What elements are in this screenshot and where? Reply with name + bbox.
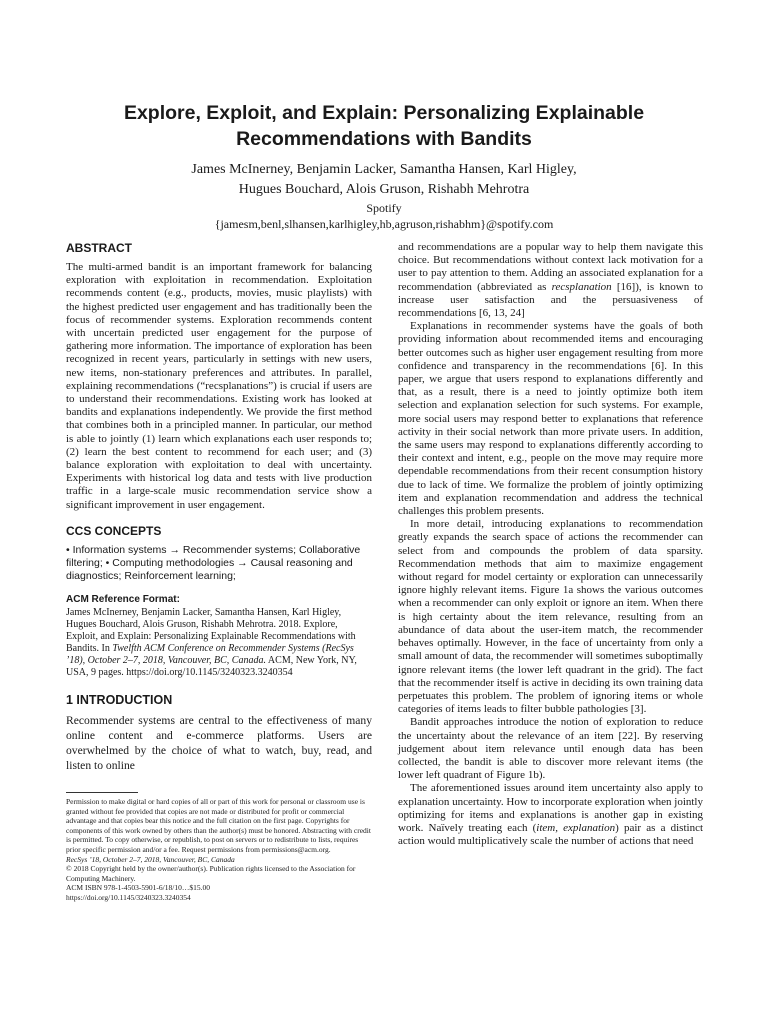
- paper-title: [40, 100, 728, 152]
- footnote-venue-text: RecSys ’18, October 2–7, 2018, Vancouver, BC, Canada: [66, 854, 235, 864]
- footnote-doi: https://doi.org/10.1145/3240323.3240354: [66, 892, 191, 902]
- title-line-1: Explore, Exploit, and Explain: Personalizing Explainable: [123, 102, 645, 124]
- authors-line-1: James McInerney, Benjamin Lacker, Samantha Hansen, Karl Higley,: [191, 162, 577, 177]
- authors-line-2: Hugues Bouchard, Alois Gruson, Rishabh Mehrotra: [238, 182, 530, 197]
- footnote-copyright: © 2018 Copyright held by the owner/author(s). Publication rights licensed to the Association for Computing Machinery.: [66, 864, 356, 883]
- introduction-heading: 1 INTRODUCTION: [66, 693, 173, 708]
- author-emails: {jamesm,benl,slhansen,karlhigley,hb,agruson,rishabhm}@spotify.com: [214, 217, 554, 231]
- acm-reference-authors: James McInerney, Benjamin Lacker, Samantha Hansen, Karl Higley, Hugues Bouchard, Alois Gruson, Rishabh Mehrotra. 2018. Explore, Exploit, and Explain: Personalizing Explainable Recommendations with Bandits. In: [66, 607, 356, 655]
- ccs-heading: CCS CONCEPTS: [66, 523, 162, 538]
- affiliation: Spotify: [366, 201, 402, 215]
- acm-reference-heading: ACM Reference Format:: [66, 593, 180, 605]
- permission-text: Permission to make digital or hard copies of all or part of this work for personal or classroom use is granted without fee provided that copies are not made or distributed for profit or commercial advantage and that copies bear this notice and the full citation on the first page. Copyrights for components of this work owned by others than the author(s) must be honored. Abstracting with credit is permitted. To copy otherwise, or republish, to post on servers or to redistribute to lists, requires prior specific permission and/or a fee. Request permissions from permissions@acm.org.: [66, 797, 371, 854]
- abstract-text: The multi-armed bandit is an important framework for balancing exploration with exploitation in recommendation. Exploitation recommends content (e.g., products, movies, music playlists) with the highest predicted user engagement and has traditionally been the focus of recommender systems. Exploration recommends content with uncertain predicted user engagement for the purpose of gathering more information. The importance of exploration has been recognized in recent years, particularly in settings with new users, new items, non-stationary preferences and attributes. In parallel, explaining recommendations (“recsplanations”) is crucial if users are to understand their recommendations. Existing work has looked at bandits and explanations independently. We provide the first method that combines both in a principled manner. In particular, our method is able to jointly (1) learn which explanations each user responds to; (2) learn the best content to recommend for each user; and (3) balance exploration with exploitation to deal with uncertainty. Experiments with historical log data and tests with live production traffic in a large-scale music recommendation service show a significant improvement in user engagement.: [66, 261, 372, 511]
- footnote-venue: [66, 855, 372, 865]
- item-explanation-term: item, explanation: [536, 821, 616, 834]
- recsplanation-term: recsplanation: [551, 280, 612, 293]
- introduction-paragraph-5: [398, 782, 703, 848]
- abstract-heading: ABSTRACT: [66, 241, 132, 255]
- intro-p1-part-a: and recommendations are a popular way to help them navigate this choice. But recommendations without context lack motivation for a user to pay attention to them. Adding an associated explanation for a recommendation (abbreviated as: [398, 241, 703, 293]
- left-column: [66, 241, 372, 773]
- introduction-paragraph-2: Explanations in recommender systems have the goals of both providing information about recommended items and encouraging better outcomes such as higher user engagement resulting from more confidence and transparency in the recommendations [6]. In this paper, we argue that users respond to explanations differently and that, as a result, there is a need to jointly optimize both item selection and explanation selection for such systems. For example, more social users may respond better to explanations that reference activity in their social network than more private users. In addition, the same users may respond to explanations differently according to their context and intent, e.g., people on the move may require more dependable recommendations from their recent consumption history due to lack of time. We formalize the problem of jointly optimizing item and explanation recommendation and address the technical challenges this problem presents.: [398, 320, 703, 518]
- intro-p5-part-b: ) pair as a distinct action would multiplicatively scale the number of actions that need: [398, 821, 704, 848]
- footnote-isbn: ACM ISBN 978-1-4503-5901-6/18/10…$15.00: [66, 883, 210, 893]
- introduction-paragraph-continued: [398, 241, 703, 320]
- title-line-2: Recommendations with Bandits: [236, 128, 532, 150]
- right-column: [398, 241, 703, 848]
- acm-reference-text: [66, 607, 372, 679]
- permission-footnote: [66, 797, 372, 903]
- acm-reference-venue: Twelfth ACM Conference on Recommender Systems (RecSys ’18), October 2–7, 2018, Vancouver, BC, Canada.: [66, 643, 354, 667]
- author-block: [40, 160, 728, 200]
- ccs-concepts: • Information systems → Recommender systems; Collaborative filtering; • Computing methodologies → Causal reasoning and diagnostics; Reinforcement learning;: [66, 543, 361, 582]
- introduction-paragraph-3: In more detail, introducing explanations to recommendation greatly expands the search space of actions the recommender can select from and compounds the problem of data sparsity. Recommendation methods that aim to maximize engagement without regard for model certainty or exploration can unnecessarily ignore highly relevant items. Figure 1a shows the various outcomes when a recommender can only exploit or ignore an item. When there is high certainty about the item relevance, resulting from an abundance of data about the user-item match, the recommender behaves optimally. However, in the face of uncertainty from only a small amount of data, the recommender will sometimes suboptimally ignore relevant items (the lower left quadrant in the grid). The fact that the recommender itself is active in deciding its own training data perpetuates this problem. The problem of ignoring items or whole categories of items leads to filter bubble pathologies [3].: [398, 518, 703, 716]
- acm-reference-publisher: ACM, New York, NY, USA, 9 pages. https://doi.org/10.1145/3240323.3240354: [66, 655, 357, 679]
- intro-p1-part-b: [16]), is known to increase user satisfaction and the persuasiveness of recommendations [6, 13, 24]: [398, 280, 703, 320]
- introduction-paragraph-start: Recommender systems are central to the effectiveness of many online content and e-commerce platforms. Users are overwhelmed by the choice of what to watch, buy, read, and listen to online: [66, 714, 372, 773]
- intro-p5-part-a: The aforementioned issues around item uncertainty also apply to explanation uncertainty. How to incorporate exploration when jointly optimizing for items and explanations is another gap in existing work. Naïvely treating each (: [398, 782, 703, 834]
- introduction-paragraph-4: Bandit approaches introduce the notion of exploration to reduce the uncertainty about the relevance of an item [22]. By reserving judgement about item relevance until enough data has been collected, the bandit is able to discover more relevant items (the lower left quadrant of Figure 1b).: [398, 716, 703, 782]
- footnote-rule: [66, 792, 138, 793]
- affiliation-block: [40, 200, 728, 232]
